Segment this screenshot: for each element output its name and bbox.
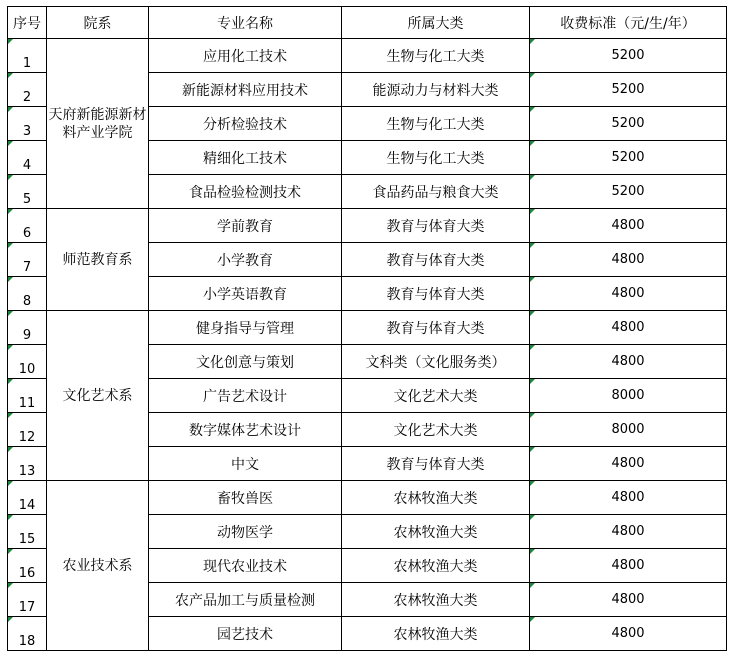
- row-index[interactable]: 15: [8, 515, 47, 549]
- category-cell[interactable]: 教育与体育大类: [342, 243, 530, 277]
- category-cell[interactable]: 生物与化工大类: [342, 39, 530, 73]
- major-cell[interactable]: 园艺技术: [149, 617, 342, 651]
- category-cell[interactable]: 农林牧渔大类: [342, 549, 530, 583]
- major-cell[interactable]: 中文: [149, 447, 342, 481]
- row-index[interactable]: 9: [8, 311, 47, 345]
- row-index[interactable]: 2: [8, 73, 47, 107]
- fee-cell[interactable]: 4800: [530, 617, 727, 651]
- category-cell[interactable]: 农林牧渔大类: [342, 617, 530, 651]
- fee-cell[interactable]: 5200: [530, 141, 727, 175]
- major-cell[interactable]: 学前教育: [149, 209, 342, 243]
- fee-table: [7, 6, 727, 651]
- department-cell[interactable]: 天府新能源新材料产业学院: [47, 39, 149, 209]
- major-cell[interactable]: 数字媒体艺术设计: [149, 413, 342, 447]
- department-cell[interactable]: 文化艺术系: [47, 311, 149, 481]
- major-cell[interactable]: 小学英语教育: [149, 277, 342, 311]
- category-cell[interactable]: 文化艺术大类: [342, 379, 530, 413]
- fee-cell[interactable]: 4800: [530, 447, 727, 481]
- major-cell[interactable]: 分析检验技术: [149, 107, 342, 141]
- fee-cell[interactable]: 4800: [530, 311, 727, 345]
- fee-cell[interactable]: 4800: [530, 583, 727, 617]
- fee-cell[interactable]: 5200: [530, 107, 727, 141]
- major-cell[interactable]: 现代农业技术: [149, 549, 342, 583]
- major-cell[interactable]: 农产品加工与质量检测: [149, 583, 342, 617]
- row-index[interactable]: 10: [8, 345, 47, 379]
- fee-cell[interactable]: 8000: [530, 379, 727, 413]
- row-index[interactable]: 6: [8, 209, 47, 243]
- category-cell[interactable]: 农林牧渔大类: [342, 515, 530, 549]
- fee-cell[interactable]: 5200: [530, 39, 727, 73]
- row-index[interactable]: 16: [8, 549, 47, 583]
- fee-cell[interactable]: 5200: [530, 73, 727, 107]
- major-cell[interactable]: 广告艺术设计: [149, 379, 342, 413]
- department-cell[interactable]: 农业技术系: [47, 481, 149, 651]
- category-cell[interactable]: 教育与体育大类: [342, 209, 530, 243]
- category-cell[interactable]: 生物与化工大类: [342, 107, 530, 141]
- major-cell[interactable]: 小学教育: [149, 243, 342, 277]
- table-row: [8, 481, 727, 515]
- table-row: [8, 311, 727, 345]
- fee-cell[interactable]: 4800: [530, 481, 727, 515]
- table-row: [8, 39, 727, 73]
- row-index[interactable]: 4: [8, 141, 47, 175]
- major-cell[interactable]: 新能源材料应用技术: [149, 73, 342, 107]
- row-index[interactable]: 14: [8, 481, 47, 515]
- row-index[interactable]: 18: [8, 617, 47, 651]
- fee-cell[interactable]: 5200: [530, 175, 727, 209]
- row-index[interactable]: 7: [8, 243, 47, 277]
- category-cell[interactable]: 文科类（文化服务类）: [342, 345, 530, 379]
- major-cell[interactable]: 精细化工技术: [149, 141, 342, 175]
- row-index[interactable]: 1: [8, 39, 47, 73]
- category-cell[interactable]: 农林牧渔大类: [342, 481, 530, 515]
- row-index[interactable]: 13: [8, 447, 47, 481]
- header-department[interactable]: 院系: [47, 7, 149, 39]
- category-cell[interactable]: 教育与体育大类: [342, 311, 530, 345]
- category-cell[interactable]: 食品药品与粮食大类: [342, 175, 530, 209]
- row-index[interactable]: 11: [8, 379, 47, 413]
- major-cell[interactable]: 应用化工技术: [149, 39, 342, 73]
- category-cell[interactable]: 生物与化工大类: [342, 141, 530, 175]
- header-row: [8, 7, 727, 39]
- category-cell[interactable]: 教育与体育大类: [342, 277, 530, 311]
- header-index[interactable]: 序号: [8, 7, 47, 39]
- major-cell[interactable]: 动物医学: [149, 515, 342, 549]
- header-major[interactable]: 专业名称: [149, 7, 342, 39]
- row-index[interactable]: 8: [8, 277, 47, 311]
- major-cell[interactable]: 健身指导与管理: [149, 311, 342, 345]
- major-cell[interactable]: 文化创意与策划: [149, 345, 342, 379]
- row-index[interactable]: 3: [8, 107, 47, 141]
- header-category[interactable]: 所属大类: [342, 7, 530, 39]
- major-cell[interactable]: 畜牧兽医: [149, 481, 342, 515]
- major-cell[interactable]: 食品检验检测技术: [149, 175, 342, 209]
- row-index[interactable]: 17: [8, 583, 47, 617]
- row-index[interactable]: 5: [8, 175, 47, 209]
- fee-cell[interactable]: 4800: [530, 515, 727, 549]
- category-cell[interactable]: 农林牧渔大类: [342, 583, 530, 617]
- category-cell[interactable]: 教育与体育大类: [342, 447, 530, 481]
- fee-cell[interactable]: 4800: [530, 345, 727, 379]
- category-cell[interactable]: 文化艺术大类: [342, 413, 530, 447]
- fee-cell[interactable]: 4800: [530, 277, 727, 311]
- fee-cell[interactable]: 4800: [530, 209, 727, 243]
- fee-cell[interactable]: 8000: [530, 413, 727, 447]
- category-cell[interactable]: 能源动力与材料大类: [342, 73, 530, 107]
- table-row: [8, 209, 727, 243]
- fee-cell[interactable]: 4800: [530, 549, 727, 583]
- fee-cell[interactable]: 4800: [530, 243, 727, 277]
- fee-table-sheet: [7, 6, 726, 649]
- row-index[interactable]: 12: [8, 413, 47, 447]
- department-cell[interactable]: 师范教育系: [47, 209, 149, 311]
- header-fee[interactable]: 收费标准（元/生/年）: [530, 7, 727, 39]
